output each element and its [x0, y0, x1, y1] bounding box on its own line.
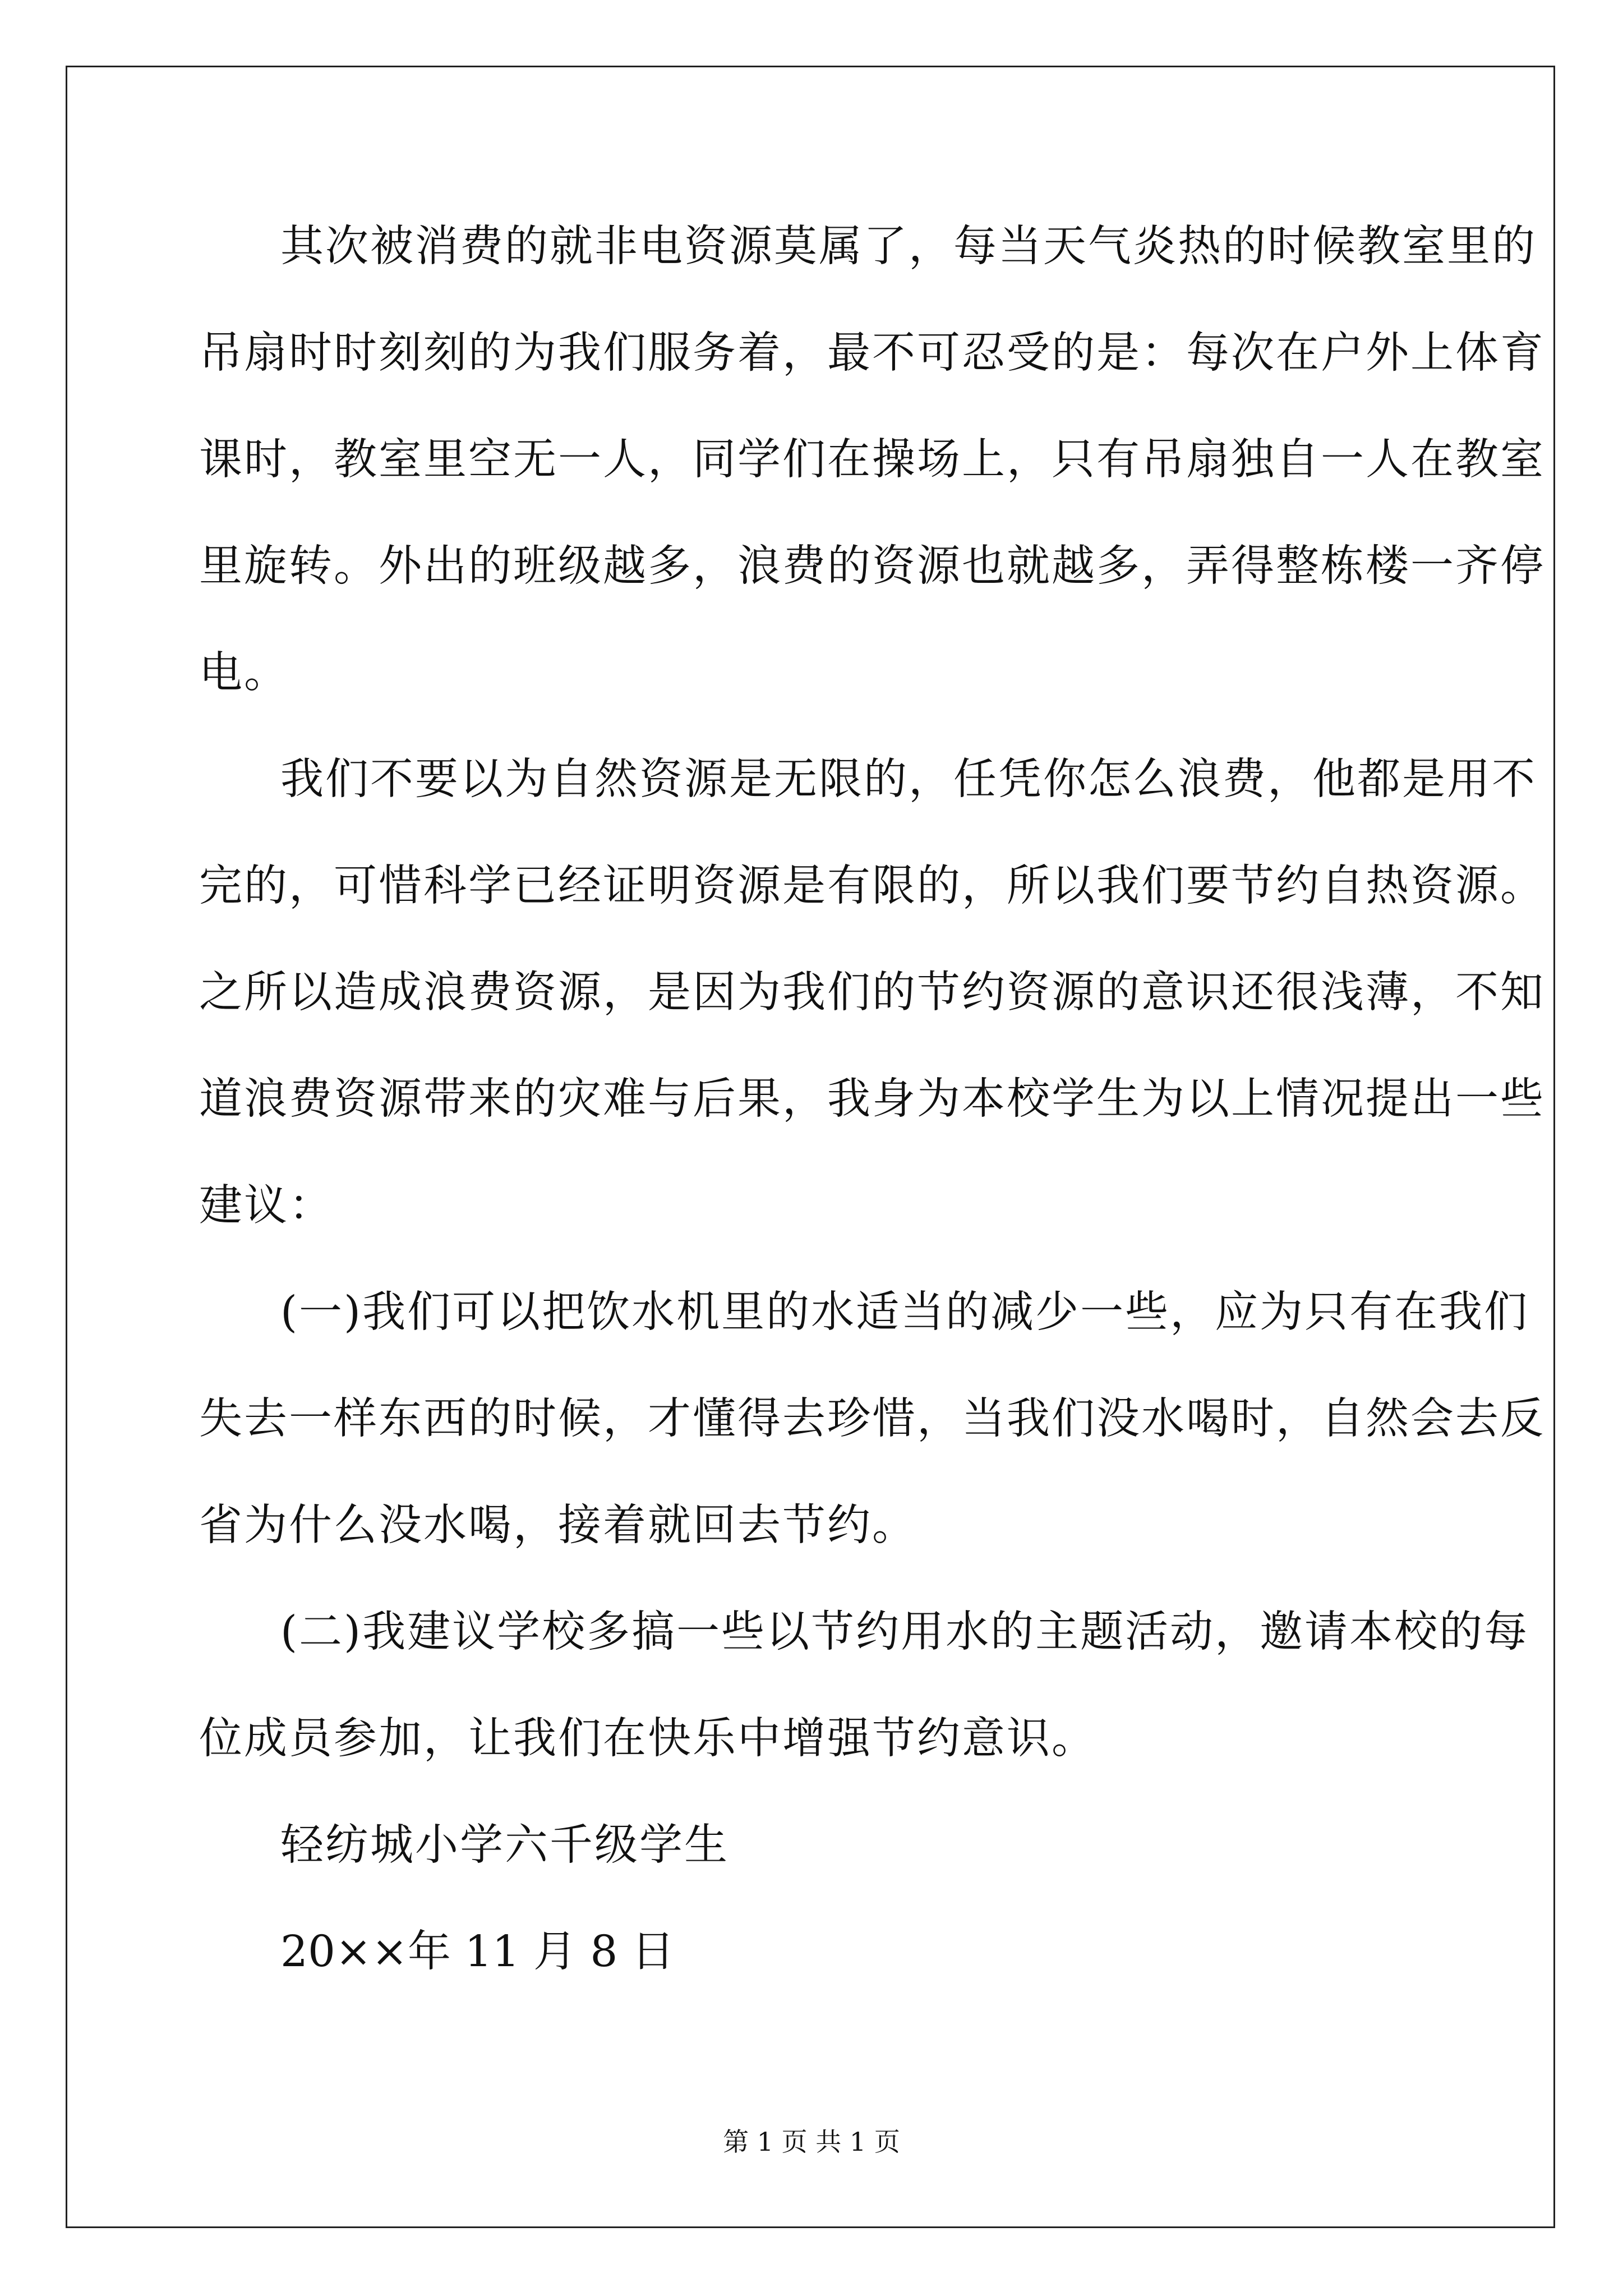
paragraph-line: 之所以造成浪费资源，是因为我们的节约资源的意识还很浅薄，不知 — [199, 968, 1545, 1018]
signature-line: 轻纺城小学六千级学生 — [280, 1820, 729, 1870]
paragraph-line: 吊扇时时刻刻的为我们服务着，最不可忍受的是：每次在户外上体育 — [199, 328, 1545, 378]
paragraph-line: 省为什么没水喝，接着就回去节约。 — [199, 1501, 917, 1550]
paragraph-line: (二)我建议学校多搞一些以节约用水的主题活动，邀请本校的每 — [280, 1607, 1529, 1657]
paragraph-line: 课时，教室里空无一人，同学们在操场上，只有吊扇独自一人在教室 — [199, 435, 1545, 485]
paragraph-line: 道浪费资源带来的灾难与后果，我身为本校学生为以上情况提出一些 — [199, 1074, 1545, 1124]
page-footer: 第 1 页 共 1 页 — [723, 2127, 900, 2157]
paragraph-line: 其次被消费的就非电资源莫属了，每当天气炎热的时候教室里的 — [280, 222, 1537, 272]
paragraph-line: (一)我们可以把饮水机里的水适当的减少一些，应为只有在我们 — [280, 1287, 1529, 1337]
paragraph-line: 电。 — [199, 648, 289, 698]
date-line: 20××年 11 月 8 日 — [280, 1927, 675, 1977]
paragraph-line: 我们不要以为自然资源是无限的，任凭你怎么浪费，他都是用不 — [280, 754, 1537, 804]
paragraph-line: 失去一样东西的时候，才懂得去珍惜，当我们没水喝时，自然会去反 — [199, 1394, 1545, 1444]
paragraph-line: 里旋转。外出的班级越多，浪费的资源也就越多，弄得整栋楼一齐停 — [199, 541, 1545, 591]
paragraph-line: 完的，可惜科学已经证明资源是有限的，所以我们要节约自热资源。 — [199, 861, 1545, 911]
page-border — [66, 66, 1555, 2228]
paragraph-line: 位成员参加，让我们在快乐中增强节约意识。 — [199, 1714, 1096, 1764]
paragraph-line: 建议： — [199, 1181, 334, 1231]
